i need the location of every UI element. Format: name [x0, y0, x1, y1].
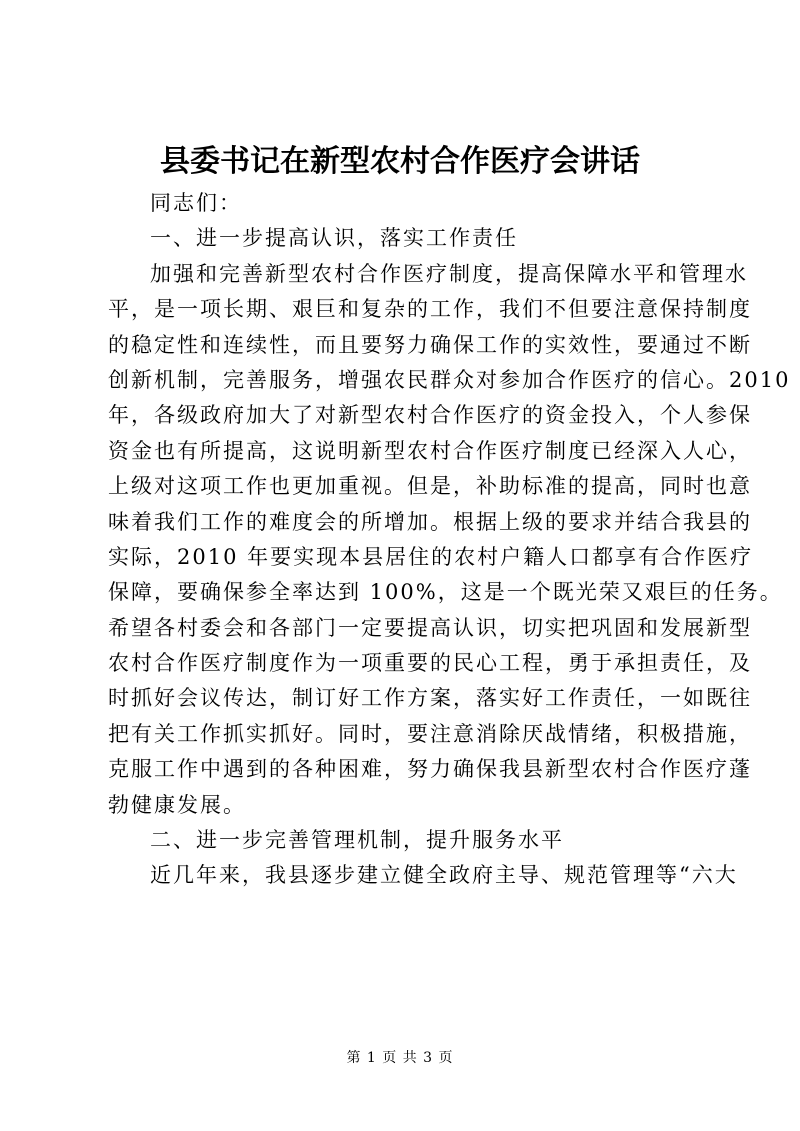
- paragraph-1: [108, 257, 791, 823]
- paragraph-line: 上级对这项工作也更加重视。但是，补助标准的提高，同时也意: [108, 474, 752, 499]
- paragraph-2: [108, 858, 738, 893]
- section-heading-2: 二、进一步完善管理机制，提升服务水平: [150, 828, 564, 853]
- document-title: 县委书记在新型农村合作医疗会讲话: [160, 144, 640, 179]
- salutation: 同志们：: [150, 191, 242, 215]
- paragraph-line: 实际，2010 年要实现本县居住的农村户籍人口都享有合作医疗: [108, 544, 754, 569]
- paragraph-line: 农村合作医疗制度作为一项重要的民心工程，勇于承担责任，及: [108, 651, 752, 676]
- paragraph-line: 资金也有所提高，这说明新型农村合作医疗制度已经深入人心，: [108, 438, 752, 463]
- paragraph-line: 的稳定性和连续性，而且要努力确保工作的实效性，要通过不断: [108, 332, 752, 357]
- paragraph-line: 希望各村委会和各部门一定要提高认识，切实把巩固和发展新型: [108, 615, 752, 640]
- section-heading-1: 一、进一步提高认识，落实工作责任: [150, 226, 518, 251]
- page-footer: 第 1 页 共 3 页: [346, 1050, 454, 1066]
- paragraph-line: 平，是一项长期、艰巨和复杂的工作，我们不但要注意保持制度: [108, 297, 752, 322]
- paragraph-line: 近几年来，我县逐步建立健全政府主导、规范管理等“六大: [150, 863, 738, 888]
- paragraph-line: 年，各级政府加大了对新型农村合作医疗的资金投入，个人参保: [108, 403, 752, 428]
- paragraph-line: 保障，要确保参全率达到 100%，这是一个既光荣又艰巨的任务。: [108, 580, 783, 605]
- paragraph-line: 味着我们工作的难度会的所增加。根据上级的要求并结合我县的: [108, 509, 752, 534]
- paragraph-line: 时抓好会议传达，制订好工作方案，落实好工作责任，一如既往: [108, 686, 752, 711]
- paragraph-line: 克服工作中遇到的各种困难，努力确保我县新型农村合作医疗蓬: [108, 757, 752, 782]
- document-body: [108, 186, 791, 894]
- paragraph-line: 把有关工作抓实抓好。同时，要注意消除厌战情绪，积极措施，: [108, 721, 752, 746]
- paragraph-line: 勃健康发展。: [108, 792, 246, 817]
- paragraph-line: 加强和完善新型农村合作医疗制度，提高保障水平和管理水: [150, 261, 748, 286]
- paragraph-line: 创新机制，完善服务，增强农民群众对参加合作医疗的信心。2010: [108, 367, 791, 392]
